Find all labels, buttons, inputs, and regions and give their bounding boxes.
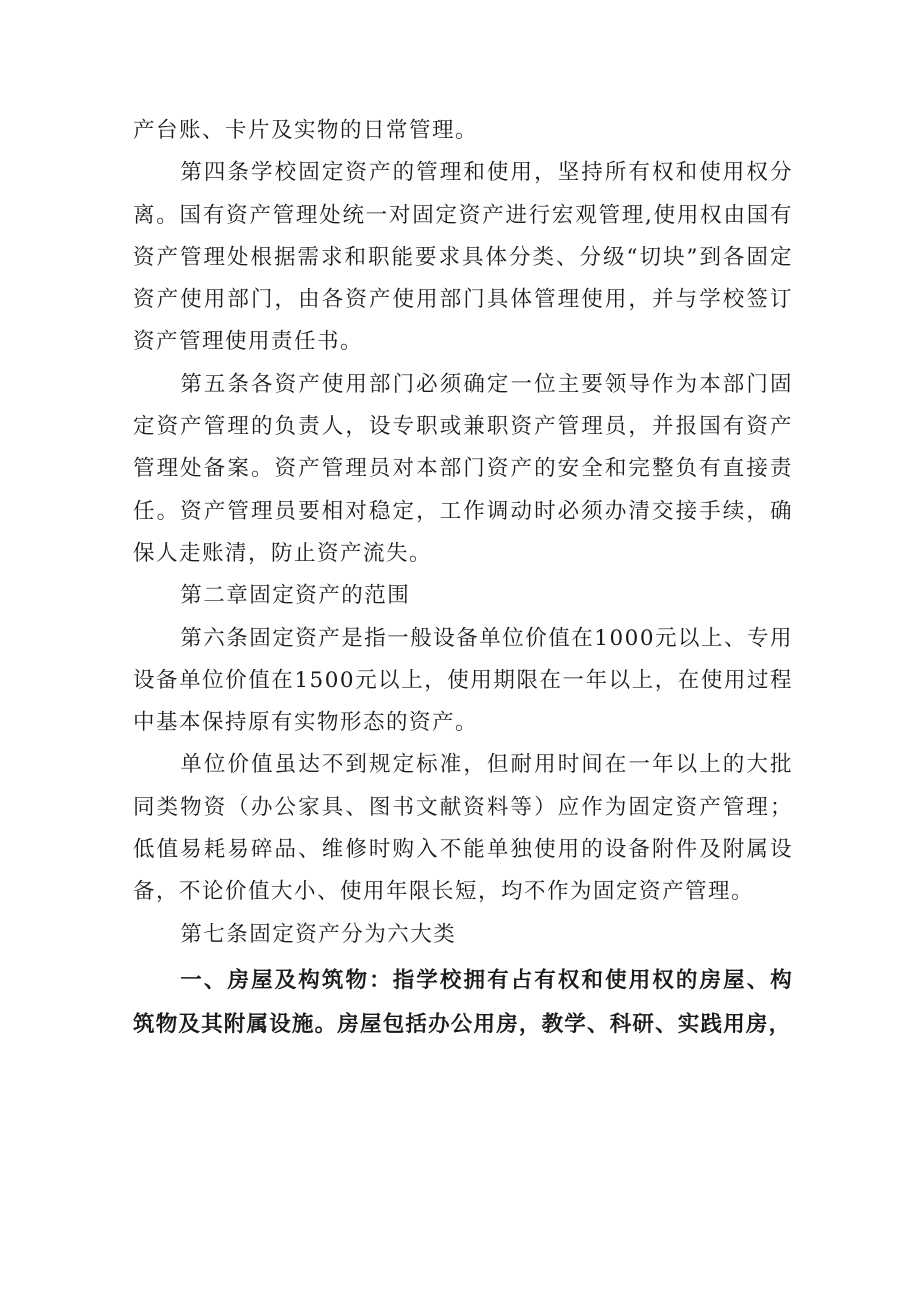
paragraph-article-4: 第四条学校固定资产的管理和使用，坚持所有权和使用权分离。国有资产管理处统一对固定资产进行宏观管理,使用权由国有资产管理处根据需求和职能要求具体分类、分级“切块”到各固定资产使用部门，由各资产使用部门具体管理使用，并与学校签订资产管理使用责任书。 [133,160,793,355]
chapter-heading-2: 第二章固定资产的范围 [180,583,411,609]
document-body [133,110,793,1047]
paragraph-article-5: 第五条各资产使用部门必须确定一位主要领导作为本部门固定资产管理的负责人，设专职或兼职资产管理员，并报国有资产管理处备案。资产管理员对本部门资产的安全和完整负有直接责任。资产管理员要相对稳定，工作调动时必须办清交接手续，确保人走账清，防止资产流失。 [133,371,793,566]
paragraph-article-6: 第六条固定资产是指一般设备单位价值在1000元以上、专用设备单位价值在1500元以上，使用期限在一年以上，在使用过程中基本保持原有实物形态的资产。 [133,625,794,736]
paragraph-unit-value: 单位价值虽达不到规定标准，但耐用时间在一年以上的大批同类物资（办公家具、图书文献资料等）应作为固定资产管理；低值易耗易碎品、维修时购入不能单独使用的设备附件及附属设备，不论价值大小、使用年限长短，均不作为固定资产管理。 [133,752,793,905]
paragraph-article-7: 第七条固定资产分为六大类 [180,921,457,947]
paragraph-continuation: 产台账、卡片及实物的日常管理。 [133,118,479,143]
paragraph-category-1: 一、房屋及构筑物：指学校拥有占有权和使用权的房屋、构筑物及其附属设施。房屋包括办公用房，教学、科研、实践用房， [133,967,793,1037]
